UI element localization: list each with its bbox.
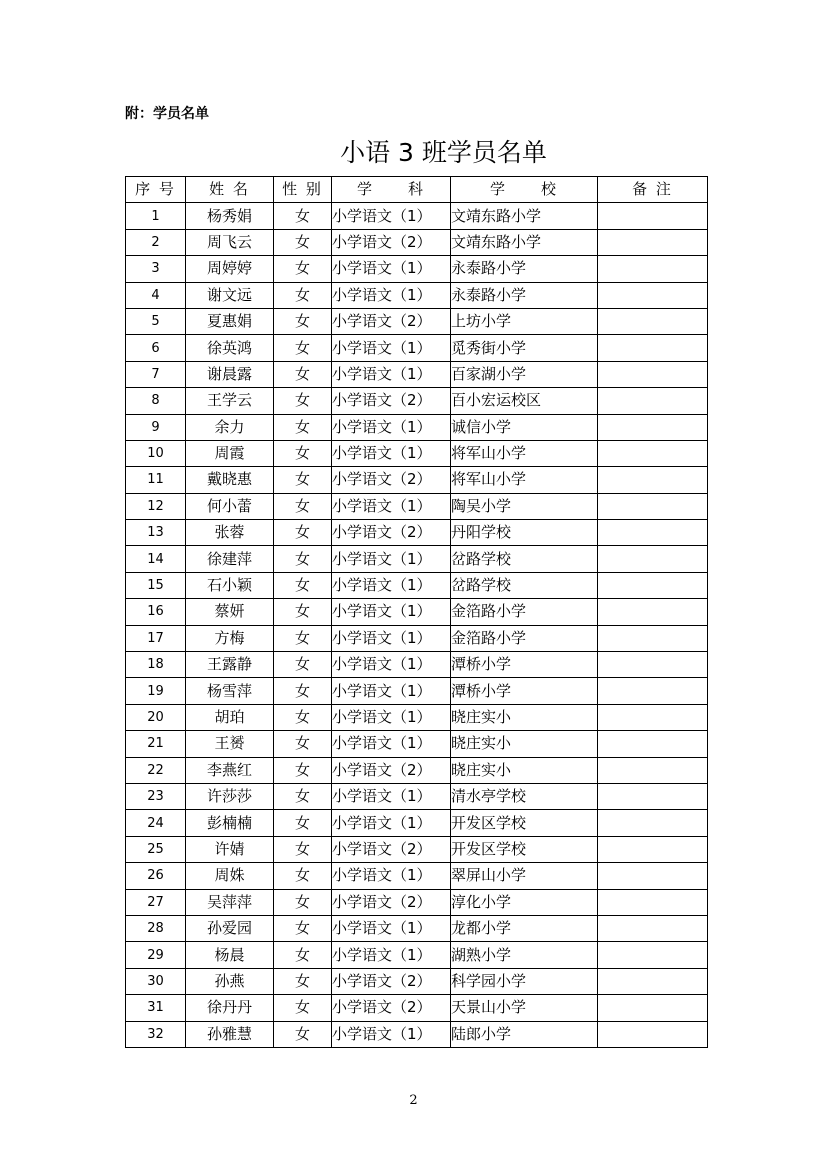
cell-gender: 女 [274, 308, 332, 334]
header-school: 学 校 [451, 177, 598, 203]
cell-note [598, 361, 708, 387]
table-row [126, 704, 708, 730]
table-row [126, 783, 708, 809]
cell-gender: 女 [274, 467, 332, 493]
cell-serial-number: 16 [126, 599, 186, 625]
cell-subject: 小学语文（2） [332, 308, 451, 334]
cell-serial-number: 17 [126, 625, 186, 651]
cell-serial-number: 26 [126, 863, 186, 889]
cell-subject: 小学语文（1） [332, 652, 451, 678]
cell-note [598, 467, 708, 493]
table-row [126, 599, 708, 625]
table-row [126, 757, 708, 783]
cell-subject: 小学语文（1） [332, 256, 451, 282]
cell-note [598, 1021, 708, 1047]
cell-subject: 小学语文（2） [332, 757, 451, 783]
cell-subject: 小学语文（1） [332, 1021, 451, 1047]
cell-school: 开发区学校 [451, 836, 598, 862]
cell-serial-number: 21 [126, 731, 186, 757]
table-row [126, 863, 708, 889]
cell-gender: 女 [274, 836, 332, 862]
cell-subject: 小学语文（1） [332, 414, 451, 440]
cell-school: 陶吴小学 [451, 493, 598, 519]
table-row [126, 1021, 708, 1047]
cell-name: 许莎莎 [186, 783, 274, 809]
cell-subject: 小学语文（1） [332, 361, 451, 387]
cell-note [598, 757, 708, 783]
cell-subject: 小学语文（1） [332, 572, 451, 598]
cell-note [598, 282, 708, 308]
cell-gender: 女 [274, 863, 332, 889]
cell-note [598, 256, 708, 282]
cell-note [598, 414, 708, 440]
cell-gender: 女 [274, 915, 332, 941]
cell-name: 周婷婷 [186, 256, 274, 282]
cell-gender: 女 [274, 942, 332, 968]
cell-school: 淳化小学 [451, 889, 598, 915]
cell-name: 周飞云 [186, 229, 274, 255]
cell-subject: 小学语文（1） [332, 493, 451, 519]
cell-gender: 女 [274, 599, 332, 625]
cell-note [598, 915, 708, 941]
table-row [126, 229, 708, 255]
cell-gender: 女 [274, 414, 332, 440]
cell-gender: 女 [274, 520, 332, 546]
cell-gender: 女 [274, 361, 332, 387]
cell-serial-number: 4 [126, 282, 186, 308]
cell-subject: 小学语文（2） [332, 968, 451, 994]
cell-school: 天景山小学 [451, 995, 598, 1021]
cell-gender: 女 [274, 678, 332, 704]
cell-subject: 小学语文（2） [332, 889, 451, 915]
header-gender: 性 别 [274, 177, 332, 203]
table-row [126, 308, 708, 334]
table-row [126, 915, 708, 941]
cell-serial-number: 25 [126, 836, 186, 862]
cell-subject: 小学语文（1） [332, 863, 451, 889]
cell-name: 孙燕 [186, 968, 274, 994]
cell-serial-number: 5 [126, 308, 186, 334]
cell-gender: 女 [274, 546, 332, 572]
cell-name: 许婧 [186, 836, 274, 862]
cell-name: 王赟 [186, 731, 274, 757]
table-row [126, 625, 708, 651]
cell-subject: 小学语文（1） [332, 810, 451, 836]
cell-gender: 女 [274, 704, 332, 730]
cell-gender: 女 [274, 493, 332, 519]
cell-note [598, 704, 708, 730]
cell-name: 孙雅慧 [186, 1021, 274, 1047]
cell-school: 百小宏运校区 [451, 388, 598, 414]
cell-school: 陆郎小学 [451, 1021, 598, 1047]
cell-school: 科学园小学 [451, 968, 598, 994]
cell-serial-number: 1 [126, 203, 186, 229]
table-row [126, 968, 708, 994]
cell-school: 晓庄实小 [451, 704, 598, 730]
cell-serial-number: 6 [126, 335, 186, 361]
cell-name: 何小蕾 [186, 493, 274, 519]
cell-note [598, 942, 708, 968]
cell-serial-number: 22 [126, 757, 186, 783]
cell-gender: 女 [274, 256, 332, 282]
table-row [126, 361, 708, 387]
cell-subject: 小学语文（1） [332, 625, 451, 651]
cell-gender: 女 [274, 731, 332, 757]
table-row [126, 282, 708, 308]
cell-subject: 小学语文（1） [332, 440, 451, 466]
header-subject: 学 科 [332, 177, 451, 203]
cell-serial-number: 20 [126, 704, 186, 730]
header-serial-number: 序 号 [126, 177, 186, 203]
table-row [126, 520, 708, 546]
cell-note [598, 520, 708, 546]
cell-school: 岔路学校 [451, 546, 598, 572]
cell-school: 上坊小学 [451, 308, 598, 334]
cell-school: 永泰路小学 [451, 256, 598, 282]
cell-gender: 女 [274, 572, 332, 598]
cell-serial-number: 7 [126, 361, 186, 387]
cell-serial-number: 24 [126, 810, 186, 836]
cell-school: 诚信小学 [451, 414, 598, 440]
cell-note [598, 889, 708, 915]
table-row [126, 493, 708, 519]
cell-gender: 女 [274, 652, 332, 678]
cell-note [598, 836, 708, 862]
cell-gender: 女 [274, 783, 332, 809]
header-name: 姓 名 [186, 177, 274, 203]
table-row [126, 203, 708, 229]
cell-serial-number: 23 [126, 783, 186, 809]
cell-note [598, 678, 708, 704]
cell-school: 潭桥小学 [451, 678, 598, 704]
cell-name: 蔡妍 [186, 599, 274, 625]
cell-school: 文靖东路小学 [451, 229, 598, 255]
cell-name: 谢文远 [186, 282, 274, 308]
cell-name: 彭楠楠 [186, 810, 274, 836]
cell-gender: 女 [274, 810, 332, 836]
cell-name: 徐英鸿 [186, 335, 274, 361]
cell-school: 开发区学校 [451, 810, 598, 836]
cell-serial-number: 32 [126, 1021, 186, 1047]
cell-note [598, 652, 708, 678]
cell-school: 丹阳学校 [451, 520, 598, 546]
student-roster-table [125, 176, 708, 1048]
cell-serial-number: 14 [126, 546, 186, 572]
cell-school: 翠屏山小学 [451, 863, 598, 889]
cell-subject: 小学语文（1） [332, 731, 451, 757]
cell-gender: 女 [274, 889, 332, 915]
cell-note [598, 546, 708, 572]
cell-school: 岔路学校 [451, 572, 598, 598]
table-row [126, 678, 708, 704]
page-title: 小语 3 班学员名单 [340, 138, 547, 167]
cell-name: 徐丹丹 [186, 995, 274, 1021]
table-header-row [126, 177, 708, 203]
cell-subject: 小学语文（1） [332, 282, 451, 308]
cell-serial-number: 12 [126, 493, 186, 519]
cell-name: 张蓉 [186, 520, 274, 546]
cell-subject: 小学语文（1） [332, 546, 451, 572]
table-row [126, 256, 708, 282]
cell-note [598, 388, 708, 414]
cell-name: 余力 [186, 414, 274, 440]
cell-subject: 小学语文（1） [332, 335, 451, 361]
cell-note [598, 968, 708, 994]
cell-serial-number: 11 [126, 467, 186, 493]
cell-subject: 小学语文（1） [332, 915, 451, 941]
table-row [126, 414, 708, 440]
cell-serial-number: 19 [126, 678, 186, 704]
table-row [126, 388, 708, 414]
cell-gender: 女 [274, 1021, 332, 1047]
cell-subject: 小学语文（1） [332, 942, 451, 968]
cell-school: 龙都小学 [451, 915, 598, 941]
cell-name: 杨秀娟 [186, 203, 274, 229]
cell-school: 将军山小学 [451, 440, 598, 466]
cell-note [598, 572, 708, 598]
cell-note [598, 308, 708, 334]
table-row [126, 942, 708, 968]
cell-subject: 小学语文（2） [332, 836, 451, 862]
cell-school: 晓庄实小 [451, 731, 598, 757]
cell-note [598, 783, 708, 809]
cell-subject: 小学语文（1） [332, 203, 451, 229]
cell-serial-number: 3 [126, 256, 186, 282]
cell-note [598, 493, 708, 519]
cell-note [598, 731, 708, 757]
cell-serial-number: 2 [126, 229, 186, 255]
cell-name: 孙爱园 [186, 915, 274, 941]
cell-name: 石小颖 [186, 572, 274, 598]
cell-note [598, 229, 708, 255]
cell-school: 永泰路小学 [451, 282, 598, 308]
cell-name: 胡珀 [186, 704, 274, 730]
cell-gender: 女 [274, 625, 332, 651]
cell-gender: 女 [274, 995, 332, 1021]
cell-gender: 女 [274, 282, 332, 308]
cell-gender: 女 [274, 968, 332, 994]
cell-serial-number: 31 [126, 995, 186, 1021]
table-row [126, 652, 708, 678]
cell-name: 王学云 [186, 388, 274, 414]
cell-school: 文靖东路小学 [451, 203, 598, 229]
cell-subject: 小学语文（2） [332, 388, 451, 414]
table-row [126, 889, 708, 915]
cell-subject: 小学语文（1） [332, 783, 451, 809]
cell-name: 王露静 [186, 652, 274, 678]
cell-serial-number: 28 [126, 915, 186, 941]
cell-note [598, 995, 708, 1021]
cell-name: 吴萍萍 [186, 889, 274, 915]
cell-name: 杨晨 [186, 942, 274, 968]
table-row [126, 467, 708, 493]
cell-note [598, 810, 708, 836]
cell-subject: 小学语文（1） [332, 704, 451, 730]
cell-name: 徐建萍 [186, 546, 274, 572]
cell-note [598, 440, 708, 466]
cell-serial-number: 27 [126, 889, 186, 915]
cell-name: 杨雪萍 [186, 678, 274, 704]
cell-serial-number: 30 [126, 968, 186, 994]
page-number: 2 [409, 1093, 418, 1108]
cell-subject: 小学语文（1） [332, 599, 451, 625]
cell-school: 将军山小学 [451, 467, 598, 493]
cell-gender: 女 [274, 229, 332, 255]
table-row [126, 731, 708, 757]
cell-note [598, 335, 708, 361]
cell-name: 周姝 [186, 863, 274, 889]
cell-school: 金箔路小学 [451, 625, 598, 651]
cell-serial-number: 8 [126, 388, 186, 414]
table-row [126, 995, 708, 1021]
cell-school: 晓庄实小 [451, 757, 598, 783]
cell-note [598, 203, 708, 229]
cell-serial-number: 18 [126, 652, 186, 678]
cell-subject: 小学语文（2） [332, 467, 451, 493]
cell-school: 百家湖小学 [451, 361, 598, 387]
cell-school: 觅秀街小学 [451, 335, 598, 361]
table-body [126, 203, 708, 1048]
cell-name: 夏惠娟 [186, 308, 274, 334]
cell-serial-number: 29 [126, 942, 186, 968]
cell-gender: 女 [274, 388, 332, 414]
cell-note [598, 599, 708, 625]
cell-name: 李燕红 [186, 757, 274, 783]
cell-gender: 女 [274, 203, 332, 229]
cell-school: 潭桥小学 [451, 652, 598, 678]
cell-gender: 女 [274, 757, 332, 783]
table-row [126, 440, 708, 466]
cell-school: 湖熟小学 [451, 942, 598, 968]
table-row [126, 810, 708, 836]
table-row [126, 335, 708, 361]
cell-gender: 女 [274, 335, 332, 361]
cell-school: 清水亭学校 [451, 783, 598, 809]
cell-name: 谢晨露 [186, 361, 274, 387]
table-row [126, 836, 708, 862]
header-note: 备 注 [598, 177, 708, 203]
cell-serial-number: 15 [126, 572, 186, 598]
table-row [126, 572, 708, 598]
cell-note [598, 863, 708, 889]
cell-serial-number: 9 [126, 414, 186, 440]
attachment-label: 附：学员名单 [125, 106, 209, 122]
cell-name: 戴晓惠 [186, 467, 274, 493]
cell-serial-number: 10 [126, 440, 186, 466]
cell-subject: 小学语文（2） [332, 520, 451, 546]
cell-serial-number: 13 [126, 520, 186, 546]
cell-note [598, 625, 708, 651]
cell-subject: 小学语文（2） [332, 995, 451, 1021]
cell-name: 周霞 [186, 440, 274, 466]
cell-name: 方梅 [186, 625, 274, 651]
cell-subject: 小学语文（2） [332, 229, 451, 255]
cell-subject: 小学语文（1） [332, 678, 451, 704]
cell-gender: 女 [274, 440, 332, 466]
cell-school: 金箔路小学 [451, 599, 598, 625]
table-row [126, 546, 708, 572]
